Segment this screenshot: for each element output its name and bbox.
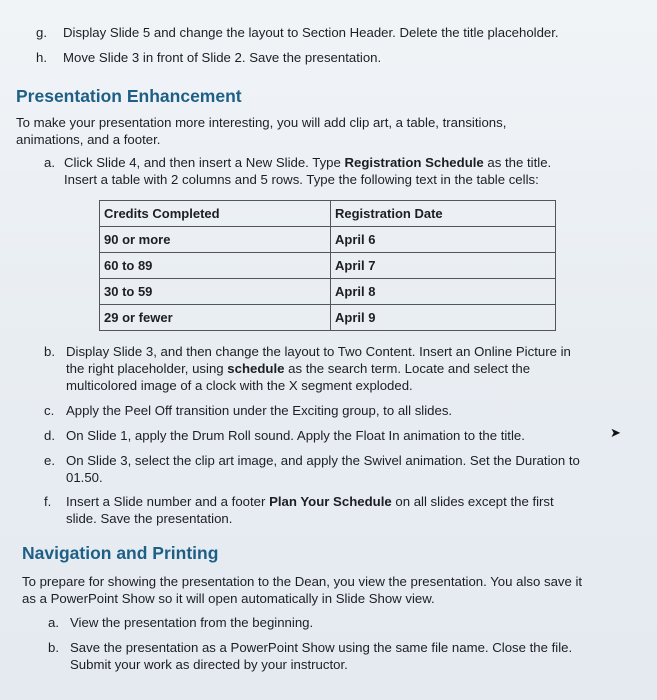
table-cell: April 9 [331, 305, 556, 331]
step-b-line-1: Display Slide 3, and then change the layout to Two Content. Insert an Online Picture in [66, 344, 571, 359]
step-d-label: d. [44, 428, 55, 443]
table-cell: April 8 [331, 279, 556, 305]
step-c-text: Apply the Peel Off transition under the Exciting group, to all slides. [66, 403, 453, 418]
nav-step-b-label: b. [48, 640, 59, 655]
section-heading-enhancement: Presentation Enhancement [16, 86, 242, 106]
table-row [100, 279, 556, 305]
step-h-text: Move Slide 3 in front of Slide 2. Save the presentation. [63, 50, 382, 65]
table-cell: April 6 [331, 227, 556, 253]
table-cell: 60 to 89 [100, 253, 331, 279]
step-g-text: Display Slide 5 and change the layout to Section Header. Delete the title placeholder. [63, 25, 559, 40]
intro-line-1: To make your presentation more interesting, you will add clip art, a table, transitions, [16, 115, 507, 130]
step-a-line-2: Insert a table with 2 columns and 5 rows. Type the following text in the table cells: [64, 172, 539, 187]
nav-step-a-text: View the presentation from the beginning. [70, 615, 314, 630]
table-cell: Credits Completed [100, 201, 331, 227]
table-row [100, 201, 556, 227]
intro-line-2: animations, and a footer. [16, 132, 161, 147]
table-row [100, 305, 556, 331]
section-heading-navigation: Navigation and Printing [22, 543, 219, 563]
nav-step-b-line-1: Save the presentation as a PowerPoint Show using the same file name. Close the file. [70, 640, 573, 655]
step-f-label: f. [44, 494, 52, 509]
table-cell: 29 or fewer [100, 305, 331, 331]
step-b-line-3: multicolored image of a clock with the X segment exploded. [66, 378, 413, 393]
table-row [100, 253, 556, 279]
nav-intro-line-1: To prepare for showing the presentation to the Dean, you view the presentation. You also save it [22, 574, 583, 589]
step-a-line-1: Click Slide 4, and then insert a New Slide. Type Registration Schedule as the title. [64, 155, 552, 170]
step-e-line-2: 01.50. [66, 470, 103, 485]
step-label: h. [36, 50, 47, 65]
table-cell: April 7 [331, 253, 556, 279]
step-c-label: c. [44, 403, 55, 418]
nav-intro-line-2: as a PowerPoint Show so it will open automatically in Slide Show view. [22, 591, 435, 606]
nav-step-b-line-2: Submit your work as directed by your instructor. [70, 657, 348, 672]
step-label: g. [36, 25, 47, 40]
cursor-arrow-icon: ➤ [610, 425, 621, 440]
registration-table [99, 200, 556, 331]
step-e-line-1: On Slide 3, select the clip art image, and apply the Swivel animation. Set the Duration to [66, 453, 580, 468]
table-cell: 90 or more [100, 227, 331, 253]
step-f-line-1: Insert a Slide number and a footer Plan Your Schedule on all slides except the first [66, 494, 554, 509]
step-e-label: e. [44, 453, 55, 468]
step-b-label: b. [44, 344, 55, 359]
nav-step-a-label: a. [48, 615, 59, 630]
step-d-text: On Slide 1, apply the Drum Roll sound. Apply the Float In animation to the title. [66, 428, 525, 443]
step-b-line-2: the right placeholder, using schedule as the search term. Locate and select the [66, 361, 531, 376]
step-g [36, 24, 47, 41]
step-a-label: a. [44, 155, 55, 170]
table-row [100, 227, 556, 253]
step-h [36, 49, 47, 66]
table-cell: Registration Date [331, 201, 556, 227]
table-cell: 30 to 59 [100, 279, 331, 305]
step-f-line-2: slide. Save the presentation. [66, 511, 233, 526]
